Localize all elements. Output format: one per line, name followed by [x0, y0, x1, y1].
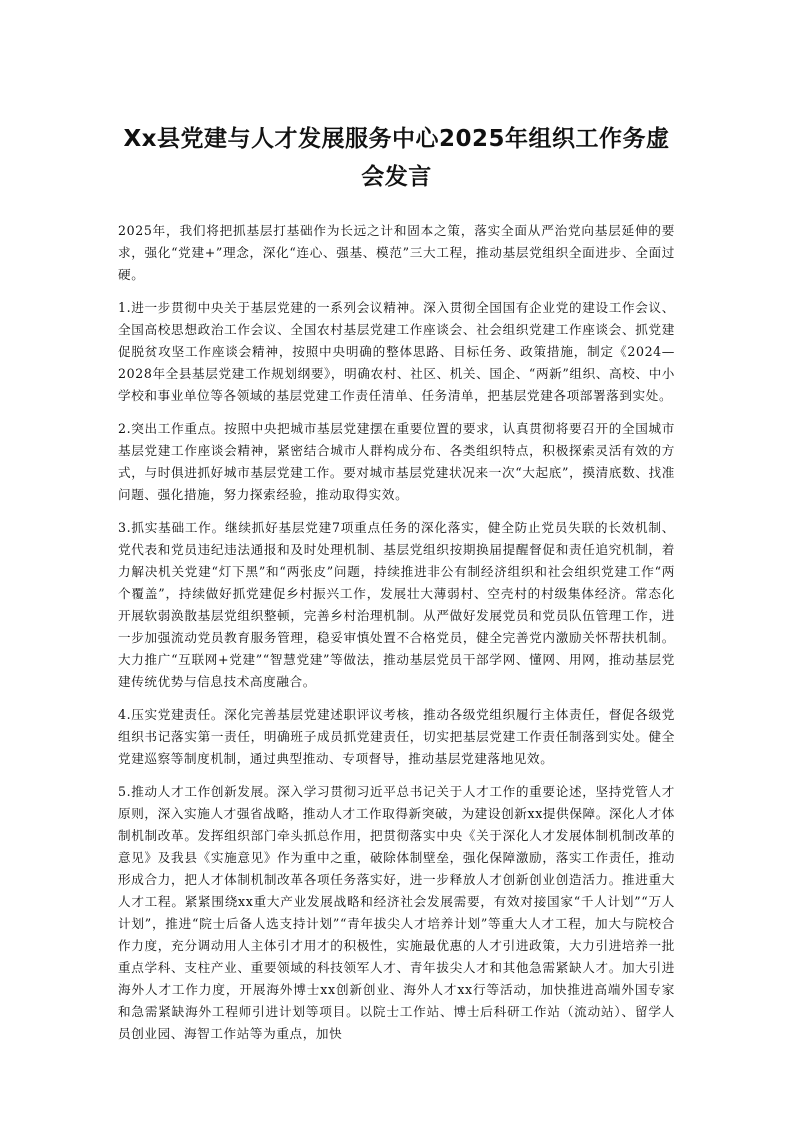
document-title: Xx县党建与人才发展服务中心2025年组织工作务虚会发言: [123, 126, 670, 190]
paragraph-3: 3.抓实基础工作。继续抓好基层党建7项重点任务的深化落实，健全防止党员失联的长效机制、党代表和党员违纪违法通报和及时处理机制、基层党组织按期换届提醒督促和责任追究机制，着力解决机关党建“灯下黑”和“两张皮”问题，持续推进非公有制经济组织和社会组织党建工作“两个覆盖”，持续做好抓党建促乡村振兴工作，发展壮大薄弱村、空壳村的村级集体经济。常态化开展软弱涣散基层党组织整顿，完善乡村治理机制。从严做好发展党员和党员队伍管理工作，进一步加强流动党员教育服务管理，稳妥审慎处置不合格党员，健全完善党内激励关怀帮扶机制。大力推广“互联网+党建”“智慧党建”等做法，推动基层党员干部学网、懂网、用网，推动基层党建传统优势与信息技术高度融合。: [118, 520, 675, 689]
intro-paragraph: 2025年，我们将把抓基层打基础作为长远之计和固本之策，落实全面从严治党向基层延伸的要求，强化“党建+”理念，深化“连心、强基、模范”三大工程，推动基层党组织全面进步、全面过硬。: [118, 223, 675, 282]
paragraph-1: 1.进一步贯彻中央关于基层党建的一系列会议精神。深入贯彻全国国有企业党的建设工作会议、全国高校思想政治工作会议、全国农村基层党建工作座谈会、社会组织党建工作座谈会、抓党建促脱贫攻坚工作座谈会精神，按照中央明确的整体思路、目标任务、政策措施，制定《2024—2028年全县基层党建工作规划纲要》，明确农村、社区、机关、国企、“两新”组织、高校、中小学校和事业单位等各领域的基层党建工作责任清单、任务清单，把基层党建各项部署落到实处。: [118, 300, 675, 403]
paragraph-4: 4.压实党建责任。深化完善基层党建述职评议考核，推动各级党组织履行主体责任，督促各级党组织书记落实第一责任，明确班子成员抓党建责任，切实把基层党建工作责任制落到实处。健全党建巡察等制度机制，通过典型推动、专项督导，推动基层党建落地见效。: [118, 707, 675, 766]
paragraph-2: 2.突出工作重点。按照中央把城市基层党建摆在重要位置的要求，认真贯彻将要召开的全国城市基层党建工作座谈会精神，紧密结合城市人群构成分布、各类组织特点，积极探索灵活有效的方式，与时俱进抓好城市基层党建工作。要对城市基层党建状况来一次“大起底”，摸清底数、找准问题、强化措施，努力探索经验，推动取得实效。: [118, 421, 675, 502]
paragraph-5: 5.推动人才工作创新发展。深入学习贯彻习近平总书记关于人才工作的重要论述，坚持党管人才原则，深入实施人才强省战略，推动人才工作取得新突破，为建设创新xx提供保障。深化人才体制机制改革。发挥组织部门牵头抓总作用，把贯彻落实中央《关于深化人才发展体制机制改革的意见》及我县《实施意见》作为重中之重，破除体制壁垒，强化保障激励，落实工作责任，推动形成合力，把人才体制机制改革各项任务落实好，进一步释放人才创新创业创造活力。推进重大人才工程。紧紧围绕xx重大产业发展战略和经济社会发展需要，有效对接国家“千人计划”“万人计划”，推进“院士后备人选支持计划”“青年拔尖人才培养计划”等重大人才工程，加大与院校合作力度，充分调动用人主体引才用才的积极性，实施最优惠的人才引进政策，大力引进培养一批重点学科、支柱产业、重要领域的科技领军人才、青年拔尖人才和其他急需紧缺人才。加大引进海外人才工作力度，开展海外博士xx创新创业、海外人才xx行等活动，加快推进高端外国专家和急需紧缺海外工程师引进计划等项目。以院士工作站、博士后科研工作站（流动站）、留学人员创业园、海智工作站等为重点，加快: [118, 784, 675, 1041]
